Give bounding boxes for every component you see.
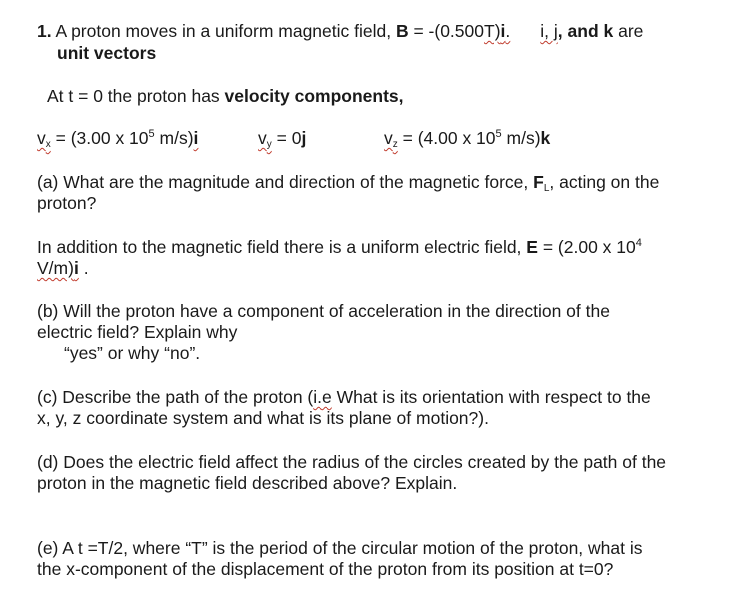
electric-field-symbol: E (526, 237, 538, 257)
velocity-z: $v_z = (4.00$ x $10^5$ m/s)k (384, 128, 551, 150)
question-c-line-1: (c) Describe the path of the proton (i.e What is its orientation with respect to the (37, 387, 651, 407)
electric-field-line-1: In addition to the magnetic field there is a uniform electric field, E = (2.00 x $10^4$ (37, 237, 642, 257)
question-b-line-2: electric field? Explain why (37, 322, 238, 342)
problem-number: 1. (37, 21, 52, 41)
problem-statement-line-2: unit vectors (57, 43, 157, 63)
velocity-y: $v_y = 0j$ (258, 128, 307, 150)
lorentz-force-symbol: F (533, 172, 544, 192)
question-d-line-1: (d) Does the electric field affect the radius of the circles created by the path of the (37, 452, 667, 472)
velocity-intro: At t = 0 the proton has velocity components, (47, 86, 404, 106)
problem-statement-line-1: 1. A proton moves in a uniform magnetic field, B = -(0.500T)i. i, j, and k are (37, 21, 644, 41)
velocity-x: $v_x = (3.00$ x $10^5$ m/s)i (37, 128, 199, 150)
question-c-line-2: x, y, z coordinate system and what is its plane of motion?). (37, 408, 489, 428)
magnetic-field-symbol: B (395, 21, 409, 41)
tesla-unit: T) (484, 21, 501, 41)
question-e-line-2: the x-component of the displacement of the proton from its position at t=0? (37, 559, 614, 579)
question-d-line-2: proton in the magnetic field described above? Explain. (37, 473, 458, 493)
question-a-line-2: proton? (37, 193, 97, 213)
question-a-line-1: (a) What are the magnitude and direction of the magnetic force, $F_L$, acting on the (37, 172, 660, 194)
electric-field-line-2: V/m)i . (37, 258, 89, 278)
unit-vectors-ij: i, j (540, 21, 558, 41)
velocity-word: velocity (224, 86, 290, 106)
question-e-line-1: (e) A t =T/2, where “T” is the period of the circular motion of the proton, what is (37, 538, 643, 558)
unit-vector-k: k (603, 21, 614, 41)
question-b-line-3: “yes” or why “no”. (64, 343, 201, 363)
question-b-line-1: (b) Will the proton have a component of acceleration in the direction of the (37, 301, 610, 321)
unit-vector-i: i (500, 21, 506, 41)
